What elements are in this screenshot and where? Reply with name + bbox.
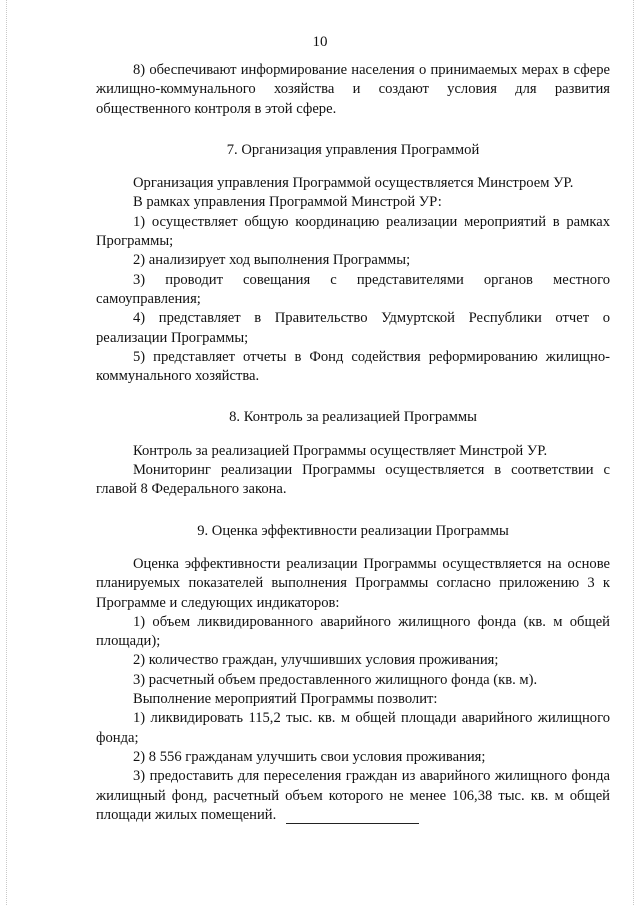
page-edge-left [6,0,7,905]
paragraph: Контроль за реализацией Программы осуществляет Минстрой УР. [133,442,548,459]
section-heading: 7. Организация управления Программой [226,141,480,158]
list-item: 1) объем ликвидированного аварийного жилищного фонда (кв. м общей площади); [96,613,610,650]
paragraph: 8) обеспечивают информирование населения о принимаемых мерах в сфере жилищно-коммунального хозяйства и создают условия для развития общественного контроля в этой сфере. [96,62,610,117]
list-item: 3) расчетный объем предоставленного жилищного фонда (кв. м). [133,671,538,688]
paragraph: Оценка эффективности реализации Программы осуществляется на основе планируемых показателей выполнения Программы согласно приложению 3 к Программе и следующих индикаторов: [96,555,610,611]
list-item: 1) осуществляет общую координацию реализации мероприятий в рамках Программы; [96,213,610,250]
document-body [96,61,610,825]
list-item: 4) представляет в Правительство Удмуртской Республики отчет о реализации Программы; [96,310,610,346]
section-heading: 8. Контроль за реализацией Программы [229,409,477,426]
section-heading: 9. Оценка эффективности реализации Программы [197,522,509,539]
page-edge-right [633,0,634,905]
list-item: 5) представляет отчеты в Фонд содействия реформированию жилищно-коммунального хозяйства. [96,348,610,385]
list-item: 2) 8 556 гражданам улучшить свои условия проживания; [133,748,486,765]
end-rule [286,823,419,824]
list-item: 2) количество граждан, улучшивших условия проживания; [133,652,499,669]
paragraph: Выполнение мероприятий Программы позволит: [133,691,438,708]
paragraph: Организация управления Программой осуществляется Минстроем УР. [133,175,574,192]
list-item: 1) ликвидировать 115,2 тыс. кв. м общей площади аварийного жилищного фонда; [96,710,610,746]
paragraph: Мониторинг реализации Программы осуществляется в соответствии с главой 8 Федерального закона. [96,462,610,498]
page-number: 10 [312,34,328,50]
list-item: 2) анализирует ход выполнения Программы; [133,252,411,269]
paragraph: В рамках управления Программой Минстрой УР: [133,194,442,211]
list-item: 3) предоставить для переселения граждан из аварийного жилищного фонда жилищный фонд, расчетный объем которого не менее 106,38 тыс. кв. м общей площади жилых помещений. [96,768,610,823]
list-item: 3) проводит совещания с представителями органов местного самоуправления; [96,271,610,307]
